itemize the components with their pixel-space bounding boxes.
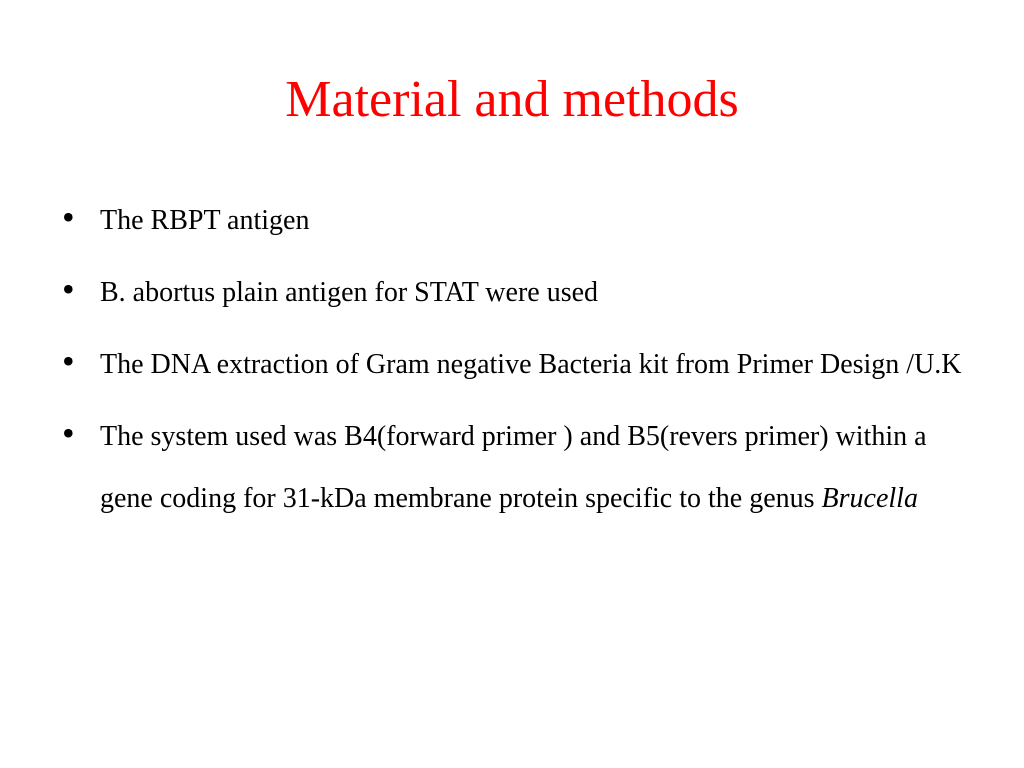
bullet-dot-icon: • [62, 341, 75, 381]
slide-title: Material and methods [285, 71, 739, 128]
genus-name: Brucella [821, 483, 918, 514]
bullet-text: B. abortus plain antigen for STAT were used [100, 277, 599, 308]
bullet-item [58, 190, 978, 252]
bullet-dot-icon: • [62, 413, 75, 453]
bullet-text: The DNA extraction of Gram negative Bacteria kit from Primer Design /U.K [100, 349, 962, 380]
bullet-item [58, 406, 978, 530]
bullet-dot-icon: • [62, 197, 75, 237]
bullet-text: The RBPT antigen [100, 205, 310, 236]
bullet-item [58, 262, 978, 324]
bullet-item [58, 334, 978, 396]
bullet-dot-icon: • [62, 269, 75, 309]
bullet-text: The system used was B4(forward primer ) and B5(revers primer) within a gene coding for 31-kDa membrane protein specific to the genus [100, 421, 927, 514]
bullet-list [58, 190, 978, 530]
